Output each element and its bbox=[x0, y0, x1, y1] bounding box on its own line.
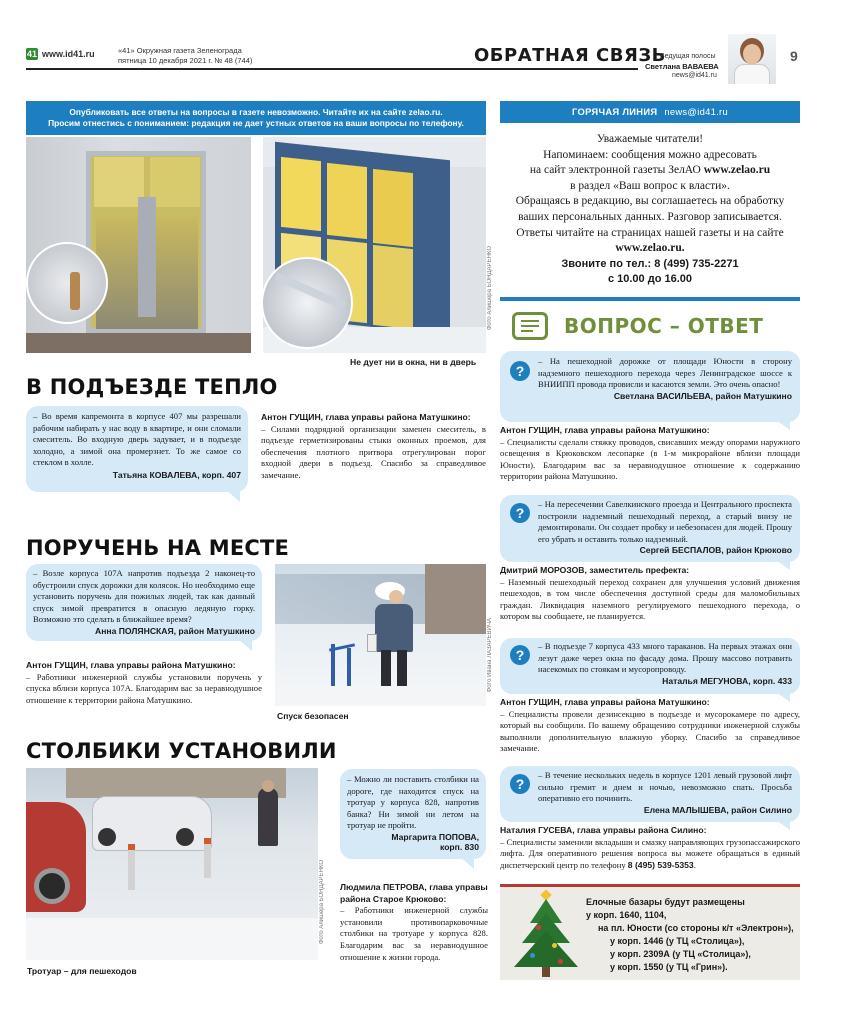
notice-banner bbox=[26, 101, 486, 135]
hotline-hours: с 10.00 до 16.00 bbox=[607, 273, 693, 286]
hotline-line-4: в раздел «Ваш вопрос к власти». bbox=[570, 179, 730, 192]
qa3-answer: – Специалисты провели дезинсекцию в подъезде и мусорокамере по адресу, который вы сообщили. По вашему обращению сотрудники инженерной службы выполнили дополнительную влажную уборку. Спасибо за справедливое замечание. bbox=[500, 708, 800, 754]
hotline-line-3a: на сайт электронной газеты ЗелАО bbox=[529, 164, 701, 177]
bazaar-line-6: у корп. 1550 (у ТЦ «Грин»). bbox=[610, 962, 728, 972]
hotline-phone: Звоните по тел.: 8 (499) 735-2271 bbox=[561, 257, 739, 270]
qa2-answer-block bbox=[500, 565, 800, 623]
qa-title: ВОПРОС – ОТВЕТ bbox=[564, 314, 764, 338]
header-rule bbox=[26, 68, 638, 70]
question-mark-icon: ? bbox=[510, 361, 530, 381]
story2-bubble-tail bbox=[238, 639, 252, 651]
hotline-line-2: Напоминаем: сообщения можно адресовать bbox=[543, 148, 757, 161]
qa4-signature: Елена МАЛЫШЕВА, район Силино bbox=[643, 804, 792, 815]
question-mark-icon: ? bbox=[510, 774, 530, 794]
photo-window bbox=[263, 137, 486, 353]
paper-title: «41» Окружная газета Зеленограда bbox=[118, 46, 242, 55]
hotline-site-link[interactable]: www.zelao.ru bbox=[703, 164, 771, 177]
photo1-credit: Фото Алишера БОНДАРЕНКО bbox=[487, 246, 493, 331]
question-mark-icon: ? bbox=[510, 645, 530, 665]
story3-answer: – Работники инженерной службы установили противопарковочные столбики на тротуаре у корпуса 828. Благодарим вас за неравнодушное отношение к жизни города. bbox=[340, 905, 488, 962]
qa4-answer-block bbox=[500, 825, 800, 871]
qa3-signature: Наталья МЕГУНОВА, корп. 433 bbox=[662, 675, 792, 686]
story3-bubble-tail bbox=[460, 857, 474, 869]
qa1-answer: – Специалисты сделали стяжку проводов, свисавших между опорами наружного освещения в Крюковском лесопарке (в 1-м микрорайоне вблизи площади Юности). Благодарим вас за неравнодушное отношение к содержанию территории района Матушкино. bbox=[500, 436, 800, 482]
qa4-answer-end: . bbox=[693, 859, 696, 870]
editor-email[interactable]: news@id41.ru bbox=[672, 72, 717, 79]
qa3-answer-block bbox=[500, 697, 800, 755]
page-number: 9 bbox=[790, 48, 798, 64]
qa1-question-bubble bbox=[500, 351, 800, 422]
paper-date: пятница 10 декабря 2021 г. № 48 (744) bbox=[118, 56, 253, 65]
photo-door bbox=[26, 137, 251, 353]
bazaar-line-5: у корп. 2309А (у ТЦ «Столица»), bbox=[610, 949, 751, 959]
hotline-header bbox=[500, 101, 800, 123]
qa-chat-icon bbox=[512, 312, 548, 340]
qa4-answer bbox=[500, 837, 800, 872]
qa2-signature: Сергей БЕСПАЛОВ, район Крюково bbox=[639, 545, 792, 556]
qa4-answer-phone: 8 (495) 539-5353 bbox=[627, 859, 694, 870]
story2-photo-credit: Фото Ивана ЛАЗАРЕВИЧА bbox=[487, 618, 493, 693]
question-mark-icon: ? bbox=[510, 503, 530, 523]
hotline-bottom-rule bbox=[500, 297, 800, 301]
hotline-line-8[interactable]: www.zelao.ru. bbox=[615, 242, 685, 255]
photo-handrail bbox=[275, 564, 486, 706]
christmas-tree-icon bbox=[514, 891, 578, 979]
story2-answer-author: Антон ГУЩИН, глава управы района Матушкино: bbox=[26, 660, 236, 670]
editor-role: Ведущая полосы bbox=[660, 53, 716, 60]
page-header bbox=[0, 0, 845, 90]
story2-headline: ПОРУЧЕНЬ НА МЕСТЕ bbox=[26, 536, 290, 560]
qa4-question: – В течение нескольких недель в корпусе 1201 левый грузовой лифт сильно гремит и днем и ночью, невозможно спать. Просьба оперативно его починить. bbox=[538, 770, 792, 804]
hotline-body bbox=[500, 132, 800, 288]
qa1-answer-author: Антон ГУЩИН, глава управы района Матушкино: bbox=[500, 425, 710, 435]
story1-question-bubble bbox=[26, 406, 248, 492]
story2-question: – Возле корпуса 107А напротив подъезда 2 наконец-то обустроили спуск дорожки для колясок. Но необходимо еще установить поручень для пожилых людей, так как данный спуск зимой превратится в опасную ледяную горку. Возможно это сделать в ближайшее время? bbox=[33, 568, 255, 625]
qa4-answer-text: – Специалисты заменили вкладыши и смазку направляющих грузопассажирского лифта. Для оперативного решения вопроса вы можете обращаться в единый диспетчерский центр по телефону bbox=[500, 836, 800, 870]
qa2-question: – На пересечении Савелкинского проезда и Центрального проспекта построили надземный пешеходный переход, а старый внизу не демонтировали. Он создает пробку и небезопасен для людей. Прошу его убрать и оставить только надземный. bbox=[538, 499, 792, 544]
hotline-email[interactable]: news@id41.ru bbox=[664, 106, 728, 117]
story3-signature-place: корп. 830 bbox=[440, 841, 479, 852]
editor-name: Светлана ВАВАЕВА bbox=[645, 62, 719, 71]
editor-photo bbox=[728, 34, 776, 84]
notice-line-1: Опубликовать все ответы на вопросы в газете невозможно. Читайте их на сайте zelao.ru. bbox=[69, 107, 443, 117]
site-logo: 41 bbox=[26, 49, 37, 59]
photo1-caption: Не дует ни в окна, ни в дверь bbox=[350, 357, 477, 367]
story1-bubble-tail bbox=[226, 490, 240, 502]
qa3-answer-author: Антон ГУЩИН, глава управы района Матушкино: bbox=[500, 697, 710, 707]
bazaar-box bbox=[500, 884, 800, 980]
story3-question: – Можно ли поставить столбики на дороге, где находится спуск на тротуар у корпуса 828, напротив банка? Ни зимой ни летом на тротуар не пройти. bbox=[347, 774, 479, 831]
story3-answer-author: Людмила ПЕТРОВА, глава управы района Старое Крюково: bbox=[340, 882, 488, 904]
story3-question-bubble bbox=[340, 769, 486, 859]
story3-photo-credit: Фото Алишера БОНДАРЕНКО bbox=[319, 860, 325, 945]
qa1-answer-block bbox=[500, 425, 800, 483]
story3-answer-block bbox=[340, 882, 488, 963]
story3-photo-caption: Тротуар – для пешеходов bbox=[27, 966, 137, 976]
hotline-line-7: Ответы читайте на страницах нашей газеты и на сайте bbox=[516, 226, 784, 239]
story1-headline: В ПОДЪЕЗДЕ ТЕПЛО bbox=[26, 375, 278, 399]
hotline-title: ГОРЯЧАЯ ЛИНИЯ bbox=[572, 106, 658, 117]
qa4-answer-author: Наталия ГУСЕВА, глава управы района Силино: bbox=[500, 825, 707, 835]
story2-answer: – Работники инженерной службы установили поручень у спуска вблизи корпуса 107А. Благодарим вас за неравнодушное отношение к территории района Матушкино. bbox=[26, 671, 262, 705]
bazaar-line-4: у корп. 1446 (у ТЦ «Столица»), bbox=[610, 936, 745, 946]
story2-photo-caption: Спуск безопасен bbox=[277, 711, 349, 721]
story2-question-bubble bbox=[26, 564, 262, 641]
story1-question: – Во время капремонта в корпусе 407 мы разрешали рабочим набирать у нас воду в квартире, и они сломали смеситель. Во входную дверь задувает, и в подъезде холодно, а зимой она промерзнет. То же самое со стеклом в холле. bbox=[33, 411, 241, 468]
site-url[interactable]: www.id41.ru bbox=[42, 49, 95, 59]
story1-signature: Татьяна КОВАЛЕВА, корп. 407 bbox=[112, 469, 241, 480]
photo-bollards bbox=[26, 768, 318, 960]
bazaar-line-2: у корп. 1640, 1104, bbox=[586, 910, 667, 920]
story3-signature-name: Маргарита ПОПОВА, bbox=[391, 831, 479, 842]
hotline-line-6: ваших персональных данных. Разговор записывается. bbox=[518, 210, 782, 223]
qa2-answer: – Наземный пешеходный переход сохранен для улучшения условий движения пешеходов, в том числе обеспечения доступной среды для маломобильных граждан. Ликвидация наземного регулируемого пешеходного перехода, о котором вы сообщаете, не планируется. bbox=[500, 576, 800, 622]
hotline-line-5: Обращаясь в редакцию, вы соглашаетесь на обработку bbox=[515, 195, 785, 208]
qa1-question: – На пешеходной дорожке от площади Юности в сторону надземного пешеходного перехода через Ленинградское шоссе к ВНИИПП провода провисли и касаются земли. Это очень опасно! bbox=[538, 356, 792, 390]
qa2-answer-author: Дмитрий МОРОЗОВ, заместитель префекта: bbox=[500, 565, 690, 575]
qa3-question: – В подъезде 7 корпуса 433 много тараканов. На первых этажах они лезут даже через окна по фасаду дома. Прошу массово потравить насекомых по стоякам и мусоропроводу. bbox=[538, 641, 792, 675]
notice-line-2: Просим отнестись с пониманием: редакция не дает устных ответов на ваши вопросы по телефону. bbox=[48, 118, 464, 128]
story1-answer-block bbox=[261, 412, 486, 482]
qa3-question-bubble bbox=[500, 638, 800, 694]
story1-answer-author: Антон ГУЩИН, глава управы района Матушкино: bbox=[261, 412, 471, 422]
story2-answer-block bbox=[26, 660, 262, 706]
story1-answer: – Силами подрядной организации заменен смеситель, в подъезде герметизированы стыки оконных проемов, для обеспечения плотного притвора отрегулирован порог входной двери в подъезд. Спасибо за справедливое замечание. bbox=[261, 423, 486, 480]
hotline-line-3 bbox=[500, 163, 800, 179]
bazaar-line-1: Елочные базары будут размещены bbox=[586, 897, 745, 907]
section-title: ОБРАТНАЯ СВЯЗЬ bbox=[474, 45, 666, 66]
hotline-line-1: Уважаемые читатели! bbox=[596, 133, 704, 145]
story3-headline: СТОЛБИКИ УСТАНОВИЛИ bbox=[26, 739, 337, 763]
qa4-question-bubble bbox=[500, 766, 800, 822]
bazaar-line-3: на пл. Юности (со стороны к/т «Электрон»), bbox=[598, 923, 794, 933]
story2-signature: Анна ПОЛЯНСКАЯ, район Матушкино bbox=[95, 625, 255, 636]
qa2-question-bubble bbox=[500, 495, 800, 562]
qa1-signature: Светлана ВАСИЛЬЕВА, район Матушкино bbox=[613, 390, 792, 401]
